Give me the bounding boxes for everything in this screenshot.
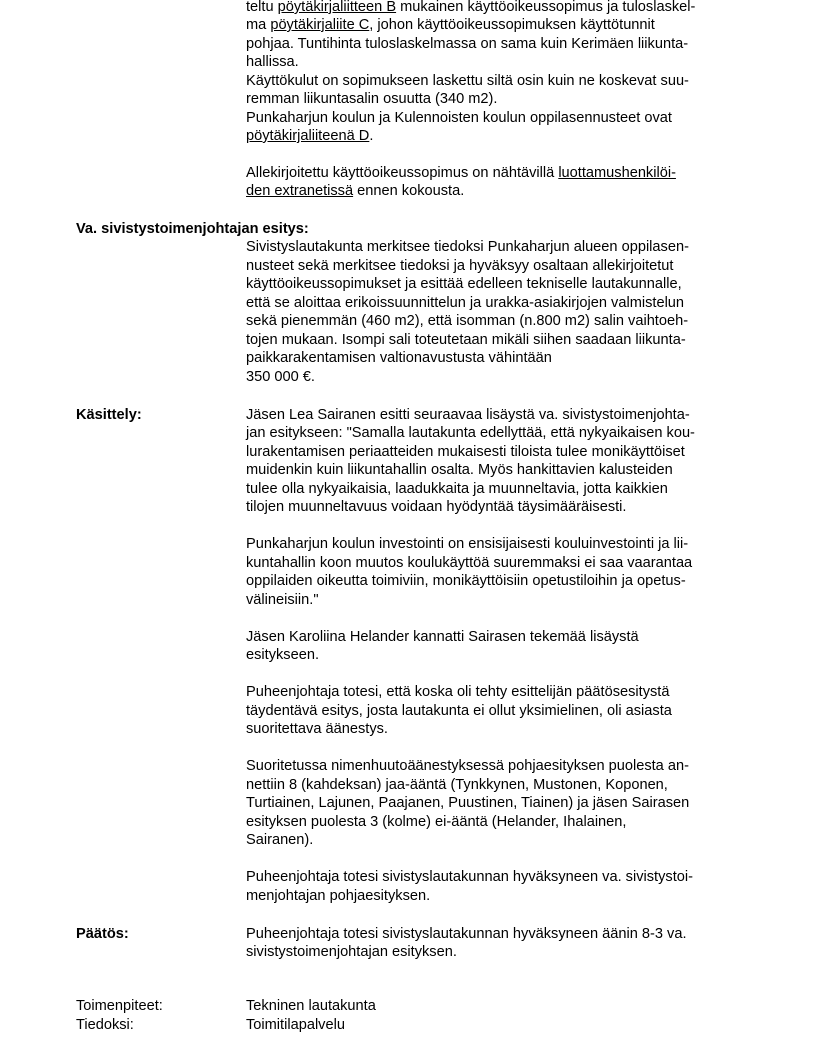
info-value: Toimitilapalvelu [246, 1017, 345, 1033]
intro-line-7: Punkaharjun koulun ja Kulennoisten koulun oppilasennusteet ovat [246, 110, 672, 126]
handling-p6-line: Puheenjohtaja totesi sivistyslautakunnan hyväksyneen va. sivistystoi- [246, 869, 693, 885]
handling-p1-line: Jäsen Lea Sairanen esitti seuraavaa lisäystä va. sivistystoimenjohta- [246, 407, 690, 423]
handling-p5-line: nettiin 8 (kahdeksan) jaa-ääntä (Tynkkynen, Mustonen, Koponen, [246, 777, 668, 793]
intro-line-3: pohjaa. Tuntihinta tuloslaskelmassa on sama kuin Kerimäen liikunta- [246, 36, 689, 52]
extranet-link-part-1[interactable]: luottamushenkilöi- [558, 165, 676, 181]
intro-line-8-text: . [369, 128, 374, 144]
actions-label: Toimenpiteet: [76, 998, 163, 1014]
intro-line-10 [246, 182, 464, 200]
handling-p3-line: Jäsen Karoliina Helander kannatti Sairasen tekemää lisäystä [246, 629, 639, 645]
handling-p5-line: Sairanen). [246, 832, 314, 848]
intro-line-1 [246, 0, 695, 16]
proposal-line: paikkarakentamisen valtionavustusta vähintään [246, 350, 552, 366]
handling-p4-line: täydentävä esitys, josta lautakunta ei ollut yksimielinen, oli asiasta [246, 703, 672, 719]
intro-line-9 [246, 164, 676, 182]
handling-p4-line: Puheenjohtaja totesi, että koska oli tehty esittelijän päätösesitystä [246, 684, 670, 700]
intro-line-6: remman liikuntasalin osuutta (340 m2). [246, 91, 498, 107]
extranet-link-part-2[interactable]: den extranetissä [246, 183, 354, 199]
actions-value: Tekninen lautakunta [246, 998, 376, 1014]
info-label: Tiedoksi: [76, 1017, 134, 1033]
intro-line-2-text: , johon käyttöoikeussopimuksen käyttötunnit [369, 17, 655, 33]
attachment-d-link[interactable]: pöytäkirjaliiteenä D [246, 128, 370, 144]
proposal-line: Sivistyslautakunta merkitsee tiedoksi Punkaharjun alueen oppilasen- [246, 239, 689, 255]
handling-p1-line: tilojen muunneltavuus voidaan hyödyntää täysimääräisesti. [246, 499, 627, 515]
intro-line-1-text: mukainen käyttöoikeussopimus ja tuloslaskel- [396, 0, 696, 15]
handling-p1-line: tulee olla nykyaikaisia, laadukkaita ja muunneltavia, jotta kaikkien [246, 481, 668, 497]
intro-line-8 [246, 127, 373, 145]
handling-p3-line: esitykseen. [246, 647, 320, 663]
intro-line-4: hallissa. [246, 54, 299, 70]
handling-p4-line: suoritettava äänestys. [246, 721, 388, 737]
proposal-line: että se aloittaa erikoissuunnittelun ja urakka-asiakirjojen valmistelun [246, 295, 685, 311]
proposal-line: käyttöoikeussopimukset ja esittää edelleen tekniselle lautakunnalle, [246, 276, 682, 292]
handling-p5-line: esityksen puolesta 3 (kolme) ei-ääntä (Helander, Ihalainen, [246, 814, 627, 830]
handling-p2-line: kuntahallin koon muutos koulukäyttöä suuremmaksi ei saa vaarantaa [246, 555, 693, 571]
handling-p2-line: välineisiin." [246, 592, 319, 608]
handling-p6-line: menjohtajan pohjaesityksen. [246, 888, 431, 904]
handling-p1-line: lurakentamisen periaatteiden mukaisesti tiloista tulee monikäyttöiset [246, 444, 685, 460]
decision-line: sivistystoimenjohtajan esityksen. [246, 944, 457, 960]
proposal-line: sekä pienemmän (460 m2), että isomman (n.800 m2) salin vaihtoeh- [246, 313, 689, 329]
intro-line-2-prefix: ma [246, 17, 271, 33]
proposal-line: tojen mukaan. Isompi sali toteutetaan mikäli siihen saadaan liikunta- [246, 332, 686, 348]
handling-p1-line: muidenkin kuin liikuntahallin osalta. Myös hankittavien kalusteiden [246, 462, 673, 478]
decision-heading: Päätös: [76, 926, 129, 942]
proposal-line: nusteet sekä merkitsee tiedoksi ja hyväksyy osaltaan allekirjoitetut [246, 258, 674, 274]
decision-line: Puheenjohtaja totesi sivistyslautakunnan hyväksyneen äänin 8-3 va. [246, 926, 687, 942]
intro-line-1-prefix: teltu [246, 0, 278, 15]
proposal-heading: Va. sivistystoimenjohtajan esitys: [76, 221, 309, 237]
attachment-c-link[interactable]: pöytäkirjaliite C [270, 17, 370, 33]
handling-heading: Käsittely: [76, 407, 142, 423]
handling-p2-line: Punkaharjun koulun investointi on ensisijaisesti kouluinvestointi ja lii- [246, 536, 689, 552]
proposal-line: 350 000 €. [246, 369, 315, 385]
attachment-b-link[interactable]: pöytäkirjaliitteen B [277, 0, 397, 15]
intro-line-5: Käyttökulut on sopimukseen laskettu siltä osin kuin ne koskevat suu- [246, 73, 689, 89]
handling-p2-line: oppilaiden oikeutta toimiviin, monikäyttöisiin opetustiloihin ja opetus- [246, 573, 686, 589]
intro-line-9-text: Allekirjoitettu käyttöoikeussopimus on nähtävillä [246, 165, 559, 181]
intro-line-10-text: ennen kokousta. [353, 183, 465, 199]
handling-p5-line: Turtiainen, Lajunen, Paajanen, Puustinen, Tiainen) ja jäsen Sairasen [246, 795, 690, 811]
handling-p5-line: Suoritetussa nimenhuutoäänestyksessä pohjaesityksen puolesta an- [246, 758, 689, 774]
intro-line-2 [246, 16, 655, 34]
handling-p1-line: jan esitykseen: "Samalla lautakunta edellyttää, että nykyaikaisen kou- [246, 425, 695, 441]
